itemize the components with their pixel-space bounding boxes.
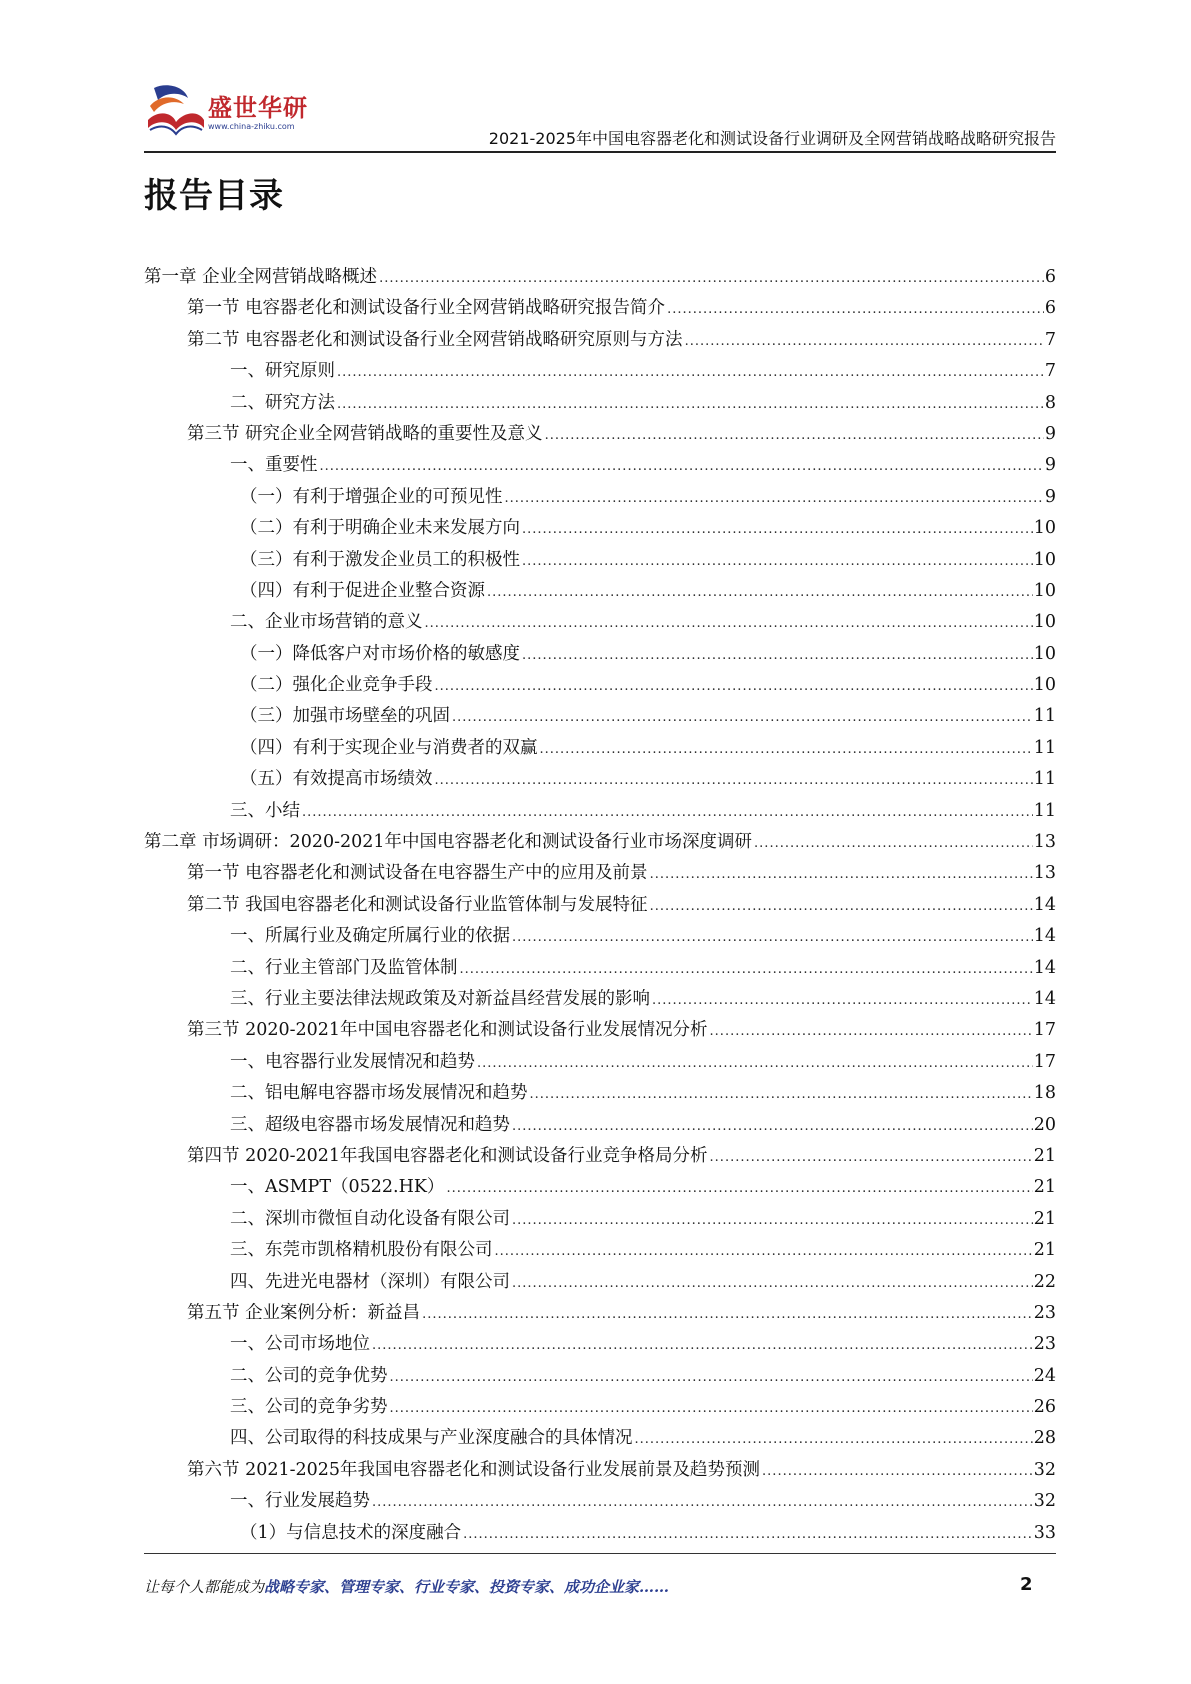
toc-dot-leader (390, 1393, 1033, 1424)
toc-entry-title: （一）有利于增强企业的可预见性 (240, 486, 503, 507)
toc-dot-leader (446, 1173, 1032, 1204)
toc-entry-page: 20 (1033, 1114, 1056, 1135)
toc-entry-title: 第一节 电容器老化和测试设备行业全网营销战略研究报告简介 (187, 298, 666, 319)
toc-entry[interactable] (144, 1141, 1056, 1172)
toc-entry[interactable] (144, 1392, 1056, 1423)
toc-entry-title: 第二节 电容器老化和测试设备行业全网营销战略研究原则与方法 (187, 329, 683, 350)
toc-entry-page: 9 (1044, 423, 1056, 444)
page-header (144, 78, 1056, 154)
toc-entry-title: （一）降低客户对市场价格的敏感度 (240, 643, 520, 664)
toc-dot-leader (667, 294, 1044, 325)
toc-entry[interactable] (144, 764, 1056, 795)
toc-entry-title: 一、重要性 (230, 455, 318, 476)
toc-entry[interactable] (144, 858, 1056, 889)
toc-dot-leader (463, 1519, 1033, 1550)
toc-entry[interactable] (144, 545, 1056, 576)
toc-entry-title: （四）有利于促进企业整合资源 (240, 580, 485, 601)
toc-entry-title: 第三节 2020-2021年中国电容器老化和测试设备行业发展情况分析 (187, 1020, 708, 1041)
toc-entry[interactable] (144, 419, 1056, 450)
toc-entry-title: 二、深圳市微恒自动化设备有限公司 (230, 1208, 510, 1229)
logo-name: 盛世华研 (208, 94, 308, 122)
toc-entry-page: 13 (1033, 832, 1056, 853)
toc-entry-page: 21 (1033, 1177, 1056, 1198)
toc-dot-leader (685, 326, 1044, 357)
toc-entry-page: 14 (1033, 926, 1056, 947)
toc-entry-title: 一、ASMPT（0522.HK） (230, 1177, 445, 1198)
toc-dot-leader (762, 1456, 1033, 1487)
toc-entry-page: 26 (1033, 1397, 1056, 1418)
toc-entry-page: 22 (1033, 1271, 1056, 1292)
toc-dot-leader (512, 1268, 1033, 1299)
toc-entry-title: （二）有利于明确企业未来发展方向 (240, 518, 520, 539)
toc-dot-leader (512, 922, 1033, 953)
toc-entry-title: 第三节 研究企业全网营销战略的重要性及意义 (187, 423, 543, 444)
toc-entry[interactable] (144, 1015, 1056, 1046)
toc-dot-leader (302, 797, 1033, 828)
toc-entry[interactable] (144, 1518, 1056, 1549)
toc-entry-page: 23 (1033, 1334, 1056, 1355)
toc-entry-title: 二、公司的竞争优势 (230, 1365, 388, 1386)
toc-entry-title: 第二节 我国电容器老化和测试设备行业监管体制与发展特征 (187, 894, 648, 915)
toc-entry-title: 一、电容器行业发展情况和趋势 (230, 1051, 475, 1072)
toc-dot-leader (435, 765, 1033, 796)
toc-entry-title: 一、所属行业及确定所属行业的依据 (230, 926, 510, 947)
toc-entry-page: 18 (1033, 1083, 1056, 1104)
toc-entry-title: 三、小结 (230, 800, 300, 821)
toc-dot-leader (754, 828, 1033, 859)
page-number: 2 (1020, 1574, 1033, 1595)
toc-entry[interactable] (144, 1172, 1056, 1203)
toc-dot-leader (652, 985, 1033, 1016)
toc-dot-leader (337, 389, 1044, 420)
toc-dot-leader (379, 263, 1044, 294)
toc-entry-page: 21 (1033, 1145, 1056, 1166)
toc-entry-page: 8 (1044, 392, 1056, 413)
toc-entry[interactable] (144, 576, 1056, 607)
toc-entry-title: 一、行业发展趋势 (230, 1491, 370, 1512)
toc-entry[interactable] (144, 827, 1056, 858)
logo-url: www.china-zhiku.com (208, 122, 295, 131)
toc-entry[interactable] (144, 1455, 1056, 1486)
toc-entry-title: 四、先进光电器材（深圳）有限公司 (230, 1271, 510, 1292)
toc-entry-page: 6 (1044, 298, 1056, 319)
footer-divider (144, 1553, 1056, 1554)
toc-dot-leader (422, 1299, 1033, 1330)
toc-entry-title: 三、公司的竞争劣势 (230, 1397, 388, 1418)
toc-dot-leader (512, 1205, 1033, 1236)
toc-entry[interactable] (144, 639, 1056, 670)
toc-entry-page: 17 (1033, 1051, 1056, 1072)
toc-entry[interactable] (144, 1298, 1056, 1329)
toc-entry-title: 第一节 电容器老化和测试设备在电容器生产中的应用及前景 (187, 863, 648, 884)
toc-entry[interactable] (144, 921, 1056, 952)
toc-dot-leader (372, 1487, 1033, 1518)
toc-entry[interactable] (144, 513, 1056, 544)
toc-entry[interactable] (144, 388, 1056, 419)
toc-entry-title: 二、研究方法 (230, 392, 335, 413)
book-flame-logo-icon (144, 80, 206, 142)
toc-entry-page: 10 (1033, 549, 1056, 570)
toc-entry-title: 二、铝电解电容器市场发展情况和趋势 (230, 1083, 528, 1104)
toc-entry[interactable] (144, 1486, 1056, 1517)
toc-entry-title: 三、超级电容器市场发展情况和趋势 (230, 1114, 510, 1135)
toc-entry[interactable] (144, 890, 1056, 921)
toc-dot-leader (512, 1111, 1033, 1142)
toc-dot-leader (545, 420, 1044, 451)
toc-entry-page: 14 (1033, 894, 1056, 915)
toc-dot-leader (522, 640, 1033, 671)
toc-dot-leader (650, 859, 1033, 890)
table-of-contents (144, 262, 1056, 1549)
toc-dot-leader (495, 1236, 1033, 1267)
toc-entry-title: 第六节 2021-2025年我国电容器老化和测试设备行业发展前景及趋势预测 (187, 1459, 761, 1480)
toc-entry-title: 三、东莞市凯格精机股份有限公司 (230, 1240, 493, 1261)
toc-dot-leader (530, 1079, 1033, 1110)
toc-entry[interactable] (144, 670, 1056, 701)
toc-entry-page: 10 (1033, 675, 1056, 696)
toc-dot-leader (522, 514, 1033, 545)
toc-entry-page: 10 (1033, 643, 1056, 664)
toc-entry[interactable] (144, 262, 1056, 293)
toc-entry-title: 二、行业主管部门及监管体制 (230, 957, 458, 978)
toc-dot-leader (452, 702, 1033, 733)
toc-entry-title: 二、企业市场营销的意义 (230, 612, 423, 633)
toc-entry-title: （五）有效提高市场绩效 (240, 769, 433, 790)
toc-entry-title: （三）加强市场壁垒的巩固 (240, 706, 450, 727)
toc-entry[interactable] (144, 356, 1056, 387)
toc-entry-title: 第一章 企业全网营销战略概述 (144, 267, 378, 287)
toc-entry-title: 第二章 市场调研：2020-2021年中国电容器老化和测试设备行业市场深度调研 (144, 832, 753, 853)
toc-entry-page: 7 (1044, 329, 1056, 350)
toc-dot-leader (337, 357, 1044, 388)
toc-entry[interactable] (144, 1047, 1056, 1078)
toc-dot-leader (425, 608, 1033, 639)
footer-slogan-highlight: 战略专家、管理专家、行业专家、投资专家、成功企业家…… (264, 1578, 670, 1596)
toc-entry-title: 第五节 企业案例分析：新益昌 (187, 1302, 421, 1323)
toc-entry[interactable] (144, 1235, 1056, 1266)
toc-entry[interactable] (144, 953, 1056, 984)
toc-entry-title: （四）有利于实现企业与消费者的双赢 (240, 737, 538, 758)
toc-entry-page: 17 (1033, 1020, 1056, 1041)
toc-dot-leader (710, 1016, 1033, 1047)
toc-entry-title: （1）与信息技术的深度融合 (240, 1522, 462, 1543)
toc-dot-leader (320, 451, 1044, 482)
toc-dot-leader (540, 734, 1033, 765)
toc-entry[interactable] (144, 1204, 1056, 1235)
toc-dot-leader (390, 1362, 1033, 1393)
toc-entry-title: 三、行业主要法律法规政策及对新益昌经营发展的影响 (230, 988, 650, 1009)
toc-entry[interactable] (144, 984, 1056, 1015)
toc-entry[interactable] (144, 701, 1056, 732)
toc-entry[interactable] (144, 1110, 1056, 1141)
toc-entry-page: 32 (1033, 1459, 1056, 1480)
toc-entry-page: 21 (1033, 1208, 1056, 1229)
toc-entry-page: 11 (1033, 706, 1056, 727)
toc-dot-leader (710, 1142, 1033, 1173)
toc-entry-page: 9 (1044, 486, 1056, 507)
header-divider (144, 151, 1056, 153)
toc-entry-page: 11 (1033, 737, 1056, 758)
toc-entry-page: 33 (1033, 1522, 1056, 1543)
toc-dot-leader (460, 954, 1033, 985)
toc-entry[interactable] (144, 1423, 1056, 1454)
page-title: 报告目录 (144, 176, 284, 216)
toc-entry[interactable] (144, 293, 1056, 324)
toc-entry-page: 23 (1033, 1302, 1056, 1323)
toc-entry-title: 四、公司取得的科技成果与产业深度融合的具体情况 (230, 1428, 633, 1449)
toc-entry-page: 14 (1033, 988, 1056, 1009)
toc-dot-leader (372, 1330, 1033, 1361)
toc-dot-leader (477, 1048, 1033, 1079)
toc-entry[interactable] (144, 1361, 1056, 1392)
toc-entry[interactable] (144, 796, 1056, 827)
toc-entry[interactable] (144, 1078, 1056, 1109)
toc-entry-page: 10 (1033, 518, 1056, 539)
toc-entry[interactable] (144, 325, 1056, 356)
toc-dot-leader (435, 671, 1033, 702)
toc-entry[interactable] (144, 482, 1056, 513)
toc-entry-page: 21 (1033, 1240, 1056, 1261)
toc-entry-title: 一、研究原则 (230, 361, 335, 382)
toc-dot-leader (635, 1424, 1033, 1455)
toc-entry-page: 32 (1033, 1491, 1056, 1512)
toc-entry-page: 11 (1033, 769, 1056, 790)
footer-slogan-lead: 让每个人都能成为 (144, 1578, 265, 1596)
footer-slogan (144, 1576, 669, 1597)
toc-entry[interactable] (144, 450, 1056, 481)
toc-entry[interactable] (144, 1267, 1056, 1298)
toc-entry-title: （三）有利于激发企业员工的积极性 (240, 549, 520, 570)
toc-dot-leader (522, 546, 1033, 577)
toc-entry-title: 一、公司市场地位 (230, 1334, 370, 1355)
toc-entry-page: 24 (1033, 1365, 1056, 1386)
toc-entry-page: 13 (1033, 863, 1056, 884)
toc-entry-page: 11 (1033, 800, 1056, 821)
toc-entry-page: 6 (1044, 267, 1056, 287)
toc-entry-page: 10 (1033, 612, 1056, 633)
toc-dot-leader (505, 483, 1044, 514)
toc-dot-leader (650, 891, 1033, 922)
toc-entry-page: 7 (1044, 361, 1056, 382)
toc-entry-page: 9 (1044, 455, 1056, 476)
company-logo (144, 80, 314, 144)
toc-entry[interactable] (144, 607, 1056, 638)
toc-entry[interactable] (144, 1329, 1056, 1360)
toc-entry-page: 28 (1033, 1428, 1056, 1449)
toc-entry[interactable] (144, 733, 1056, 764)
toc-entry-title: 第四节 2020-2021年我国电容器老化和测试设备行业竞争格局分析 (187, 1145, 708, 1166)
toc-entry-title: （二）强化企业竞争手段 (240, 675, 433, 696)
report-title: 2021-2025年中国电容器老化和测试设备行业调研及全网营销战略战略研究报告 (488, 129, 1056, 148)
toc-dot-leader (487, 577, 1033, 608)
toc-entry-page: 14 (1033, 957, 1056, 978)
toc-entry-page: 10 (1033, 580, 1056, 601)
